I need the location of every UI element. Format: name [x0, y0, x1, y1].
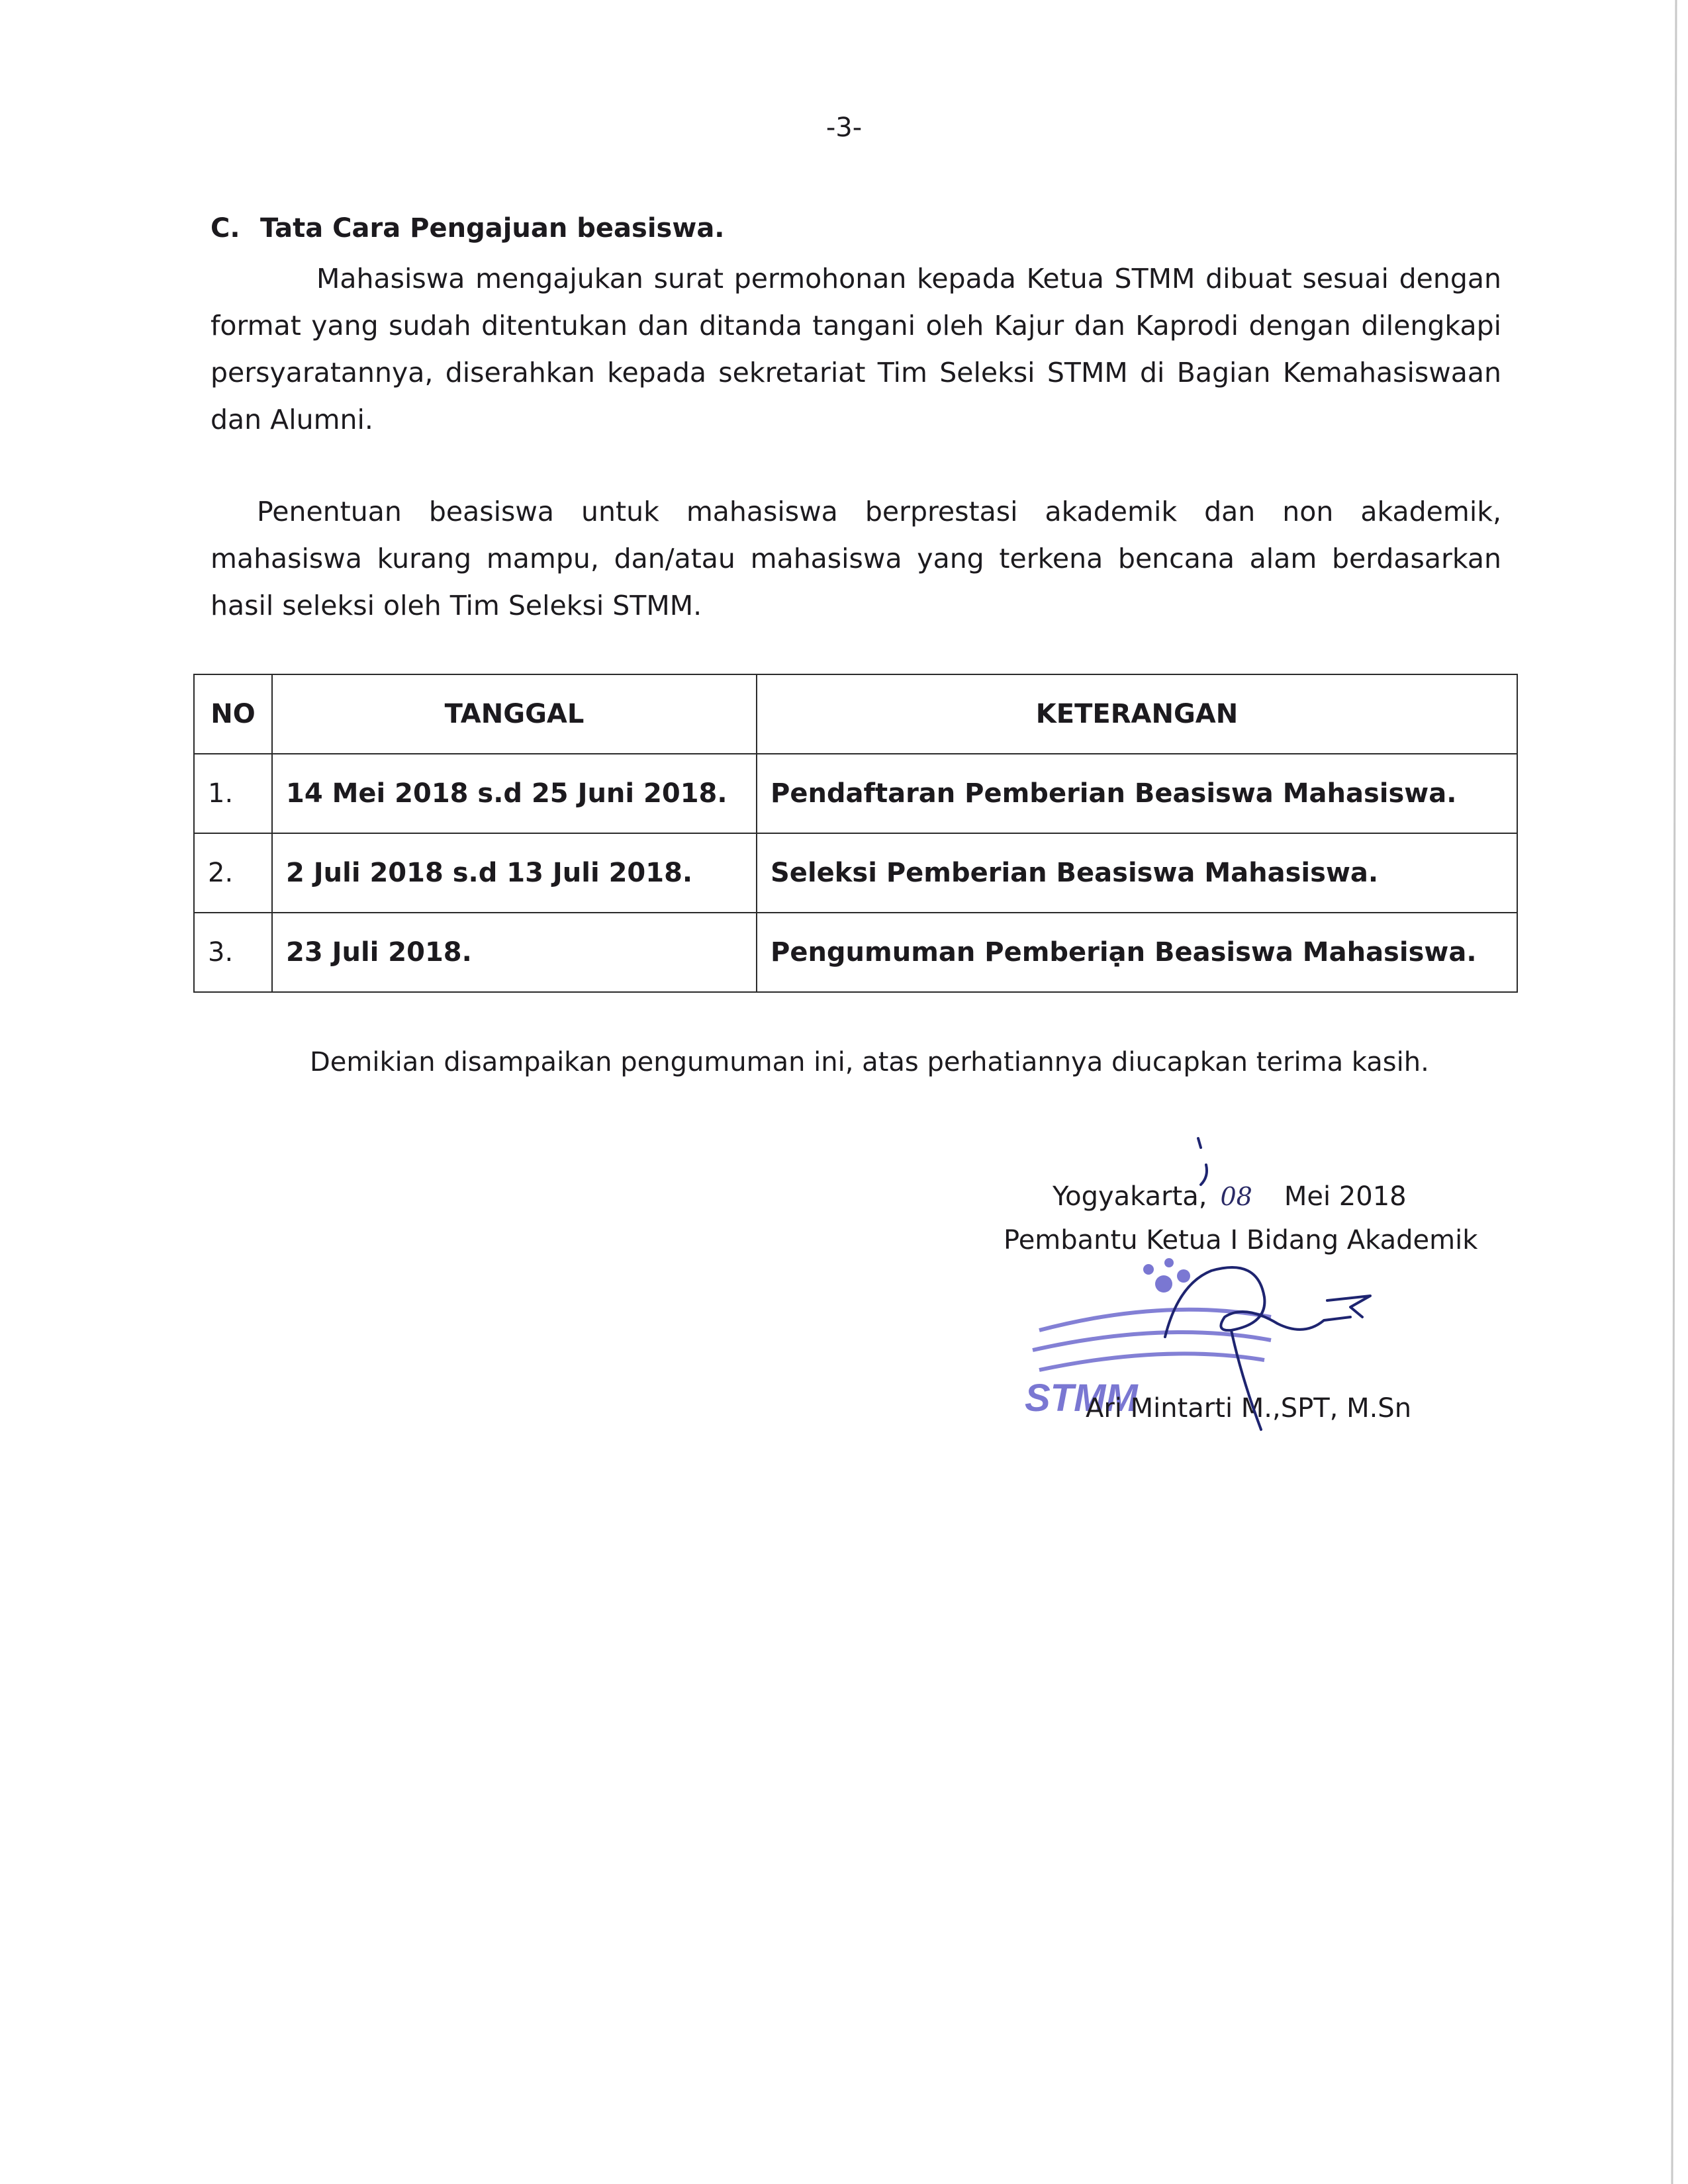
signature-day: 08: [1220, 1182, 1252, 1211]
paragraph-selection-criteria: Penentuan beasiswa untuk mahasiswa berprestasi akademik dan non akademik, mahasiswa kurang mampu, dan/atau mahasiswa yang terkena bencana alam berdasarkan hasil seleksi oleh Tim Seleksi STMM.: [211, 496, 1501, 621]
section-letter: C.: [211, 213, 240, 244]
signatory-title: Pembantu Ketua I Bidang Akademik: [1004, 1225, 1478, 1255]
row-date: 2 Juli 2018 s.d 13 Juli 2018.: [272, 833, 757, 913]
section-title: Tata Cara Pengajuan beasiswa.: [260, 213, 725, 244]
schedule-table: [193, 674, 1518, 993]
table-header-row: [194, 674, 1517, 754]
row-date: 14 Mei 2018 s.d 25 Juni 2018.: [272, 754, 757, 833]
header-no: NO: [194, 674, 272, 754]
row-description: Pendaftaran Pemberian Beasiswa Mahasiswa.: [757, 754, 1517, 833]
closing-remark: Demikian disampaikan pengumuman ini, atas perhatiannya diucapkan terima kasih.: [310, 1047, 1429, 1077]
header-date: TANGGAL: [272, 674, 757, 754]
table-row: [194, 913, 1517, 992]
row-description: Seleksi Pemberian Beasiswa Mahasiswa.: [757, 833, 1517, 913]
handwritten-signature: [1152, 1118, 1430, 1463]
signature-month-year: Mei 2018: [1284, 1181, 1407, 1212]
table-row: [194, 833, 1517, 913]
row-no: 3.: [194, 913, 272, 992]
section-heading: [211, 213, 725, 244]
row-date: 23 Juli 2018.: [272, 913, 757, 992]
header-description: KETERANGAN: [757, 674, 1517, 754]
page-number: -3-: [825, 113, 863, 143]
row-no: 2.: [194, 833, 272, 913]
table-row: [194, 754, 1517, 833]
signature-city: Yogyakarta,: [1053, 1181, 1207, 1212]
stamp-text: STMM: [1025, 1377, 1138, 1420]
signatory-name: Ari Mintarti M.,SPT, M.Sn: [1086, 1393, 1412, 1424]
row-description: Pengumuman Pemberiạn Beasiswa Mahasiswa.: [757, 913, 1517, 992]
paragraph-submission-procedure: Mahasiswa mengajukan surat permohonan kepada Ketua STMM dibuat sesuai dengan format yang sudah ditentukan dan ditanda tangani oleh Kajur dan Kaprodi dengan dilengkapi persyaratannya, diserahkan kepada sekretariat Tim Seleksi STMM di Bagian Kemahasiswaan dan Alumni.: [211, 263, 1501, 435]
row-no: 1.: [194, 754, 272, 833]
